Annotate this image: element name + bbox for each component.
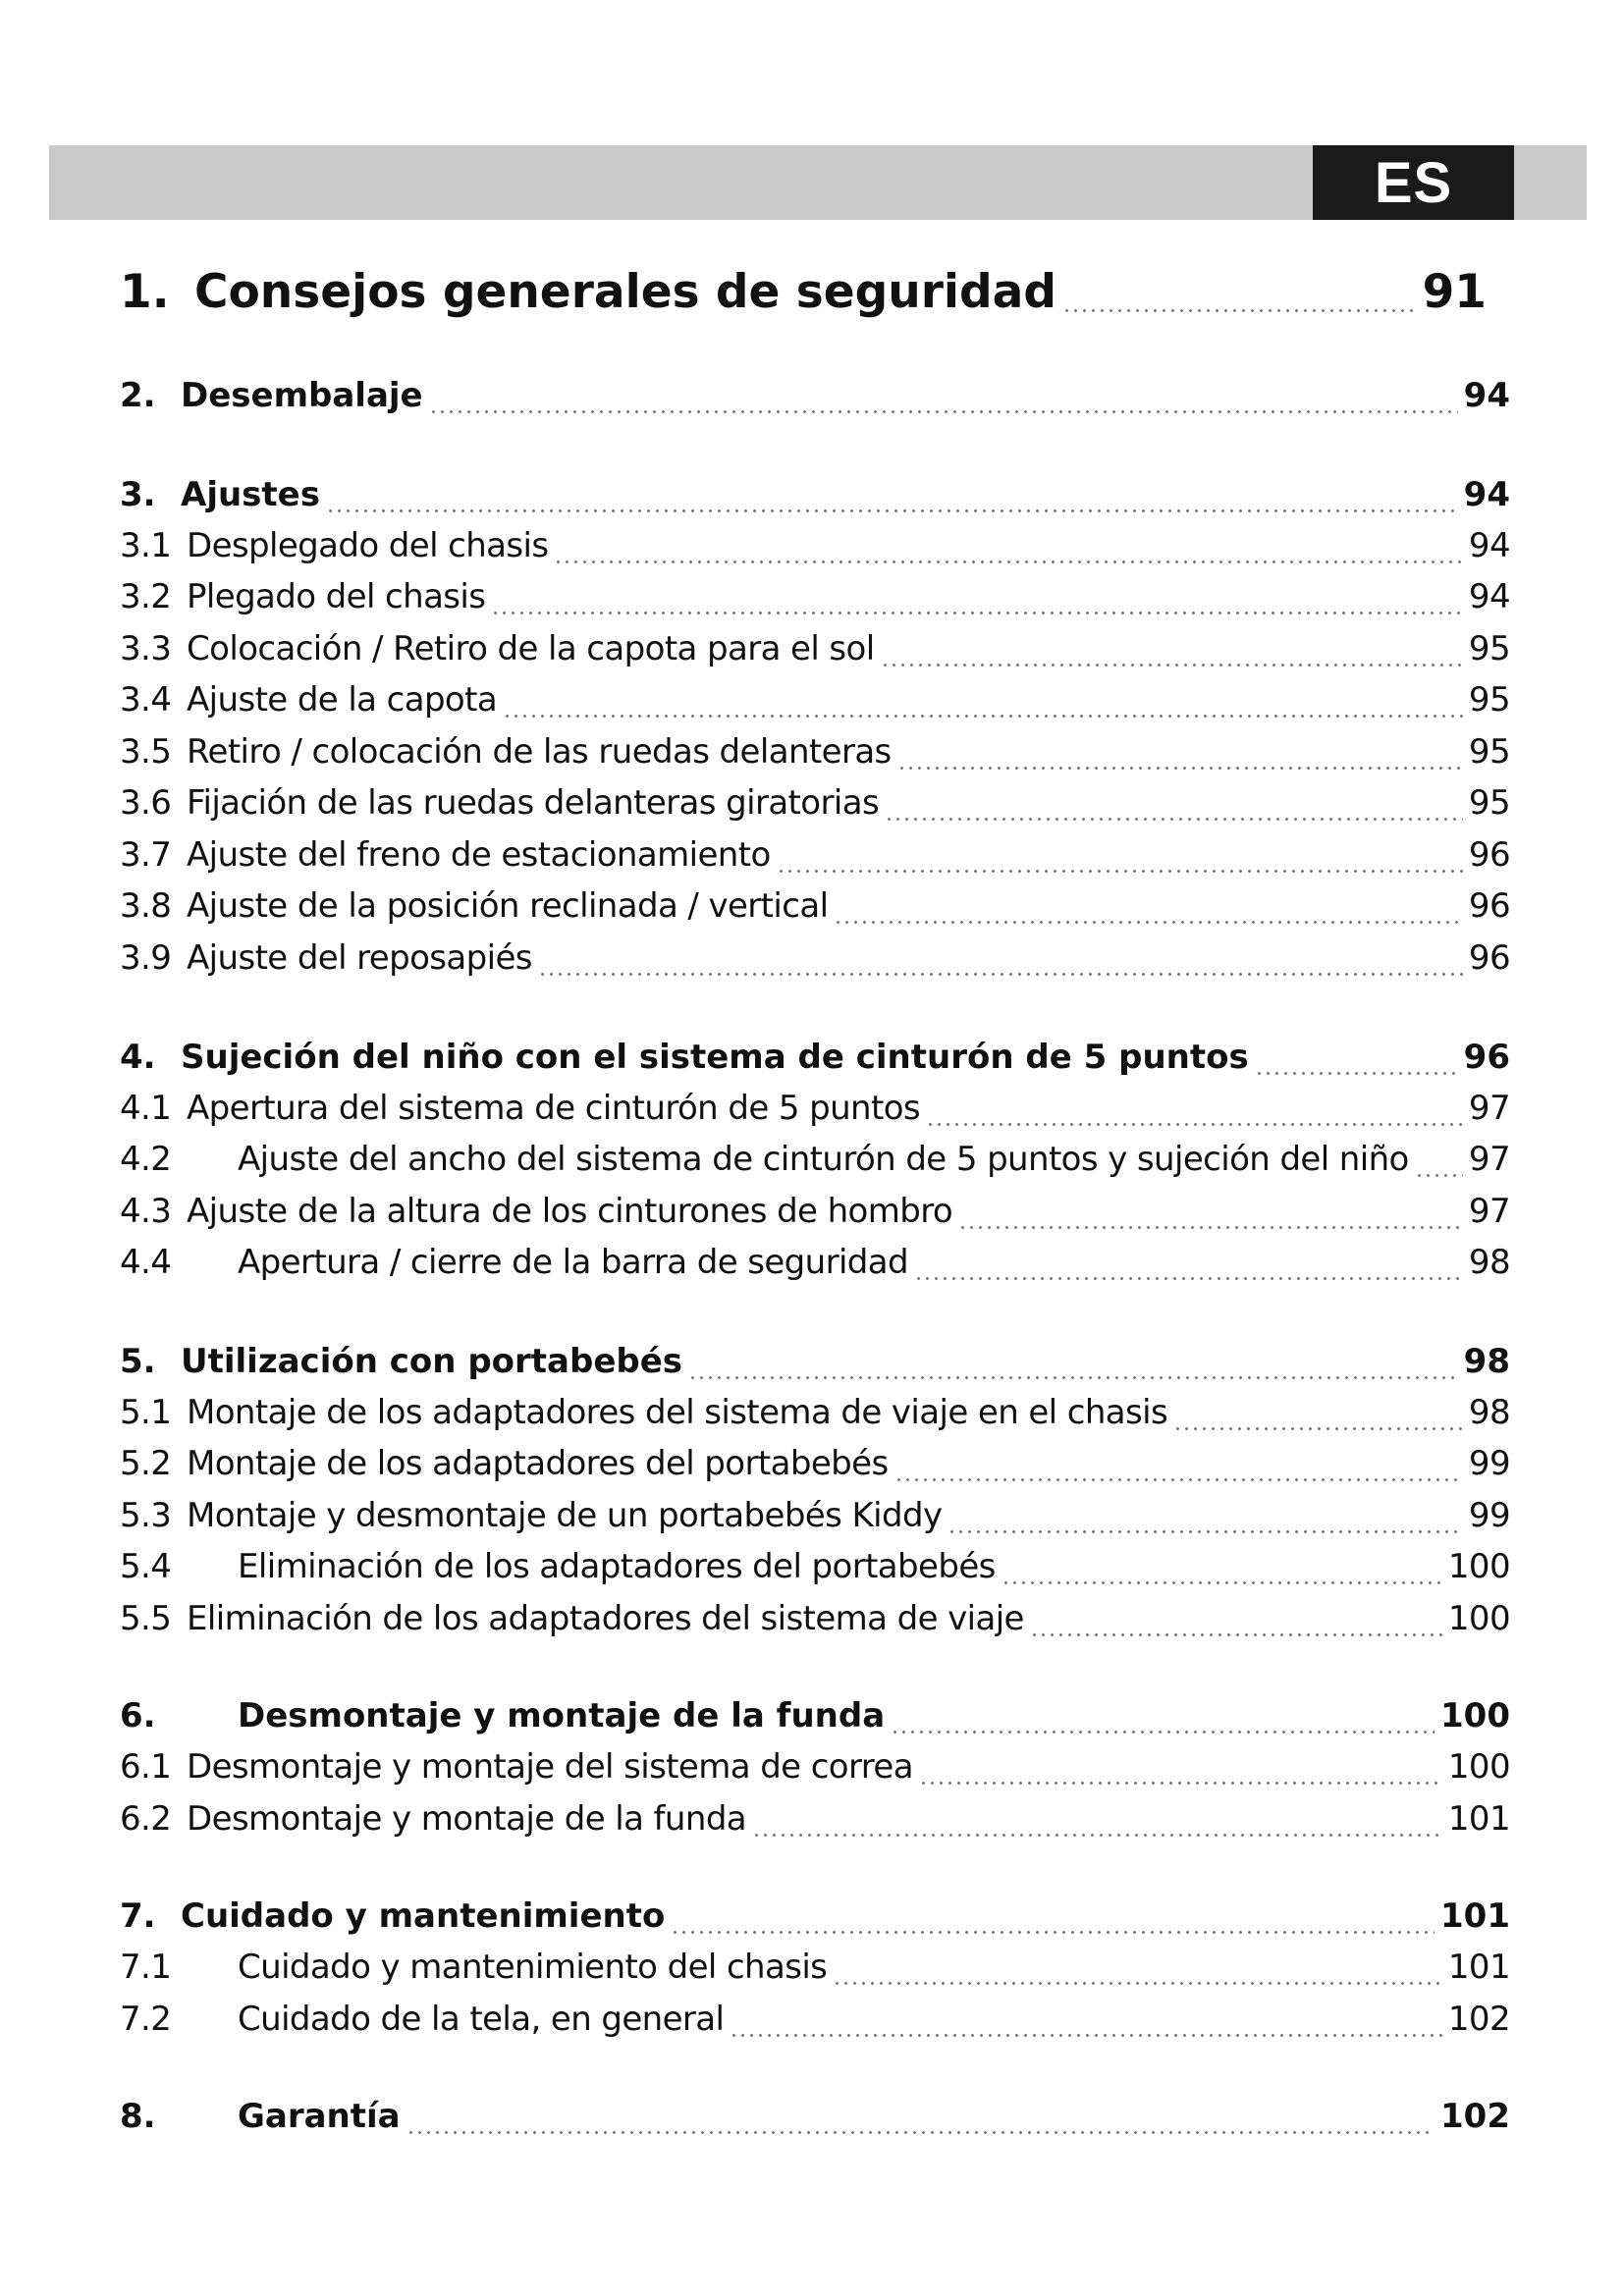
toc-title: Plegado del chasis: [187, 577, 486, 616]
toc-entry-7[interactable]: [120, 1891, 1510, 1942]
toc-page: 96: [1468, 938, 1510, 978]
toc-entry-3-3[interactable]: [120, 623, 1510, 674]
toc-entry-5-4[interactable]: [120, 1541, 1510, 1592]
toc-page: 94: [1463, 376, 1510, 415]
toc-title: Montaje de los adaptadores del portabebés: [187, 1444, 889, 1483]
toc-entry-7-2[interactable]: [120, 1994, 1510, 2045]
toc-leader: [894, 1438, 1463, 1489]
toc-page: 97: [1468, 1140, 1510, 1179]
toc-title: Desembalaje: [181, 376, 423, 415]
toc-page: 98: [1468, 1243, 1510, 1282]
toc-leader: [885, 777, 1463, 828]
toc-page: 99: [1468, 1444, 1510, 1483]
toc-number: 7.1: [120, 1948, 172, 1987]
toc-number: 5.: [120, 1342, 156, 1381]
toc-number: 3.2: [120, 577, 172, 616]
toc-leader: [730, 1994, 1442, 2045]
toc-page: 95: [1468, 783, 1510, 823]
toc-number: 3.: [120, 475, 156, 514]
toc-leader: [406, 2091, 1435, 2142]
toc-entry-5-3[interactable]: [120, 1490, 1510, 1541]
toc-page: 98: [1463, 1342, 1510, 1381]
toc-number: 4.1: [120, 1089, 172, 1128]
toc-number: 3.6: [120, 783, 172, 823]
toc-page: 100: [1447, 1547, 1510, 1586]
toc-title: Retiro / colocación de las ruedas delanteras: [187, 732, 892, 772]
toc-leader: [554, 520, 1462, 571]
toc-number: 5.2: [120, 1444, 172, 1483]
toc-entry-3-1[interactable]: [120, 520, 1510, 571]
toc-page: 102: [1440, 2097, 1510, 2136]
toc-page: 100: [1447, 1599, 1510, 1638]
toc-title: Cuidado de la tela, en general: [238, 2000, 725, 2039]
toc-page: 94: [1468, 577, 1510, 616]
toc-leader: [891, 1690, 1435, 1741]
toc-page: 101: [1440, 1896, 1510, 1936]
toc-number: 2.: [120, 376, 156, 415]
toc-leader: [752, 1793, 1442, 1844]
toc-leader: [777, 829, 1463, 881]
toc-leader: [326, 469, 1458, 520]
toc-entry-3-7[interactable]: [120, 829, 1510, 881]
toc-entry-1[interactable]: [120, 257, 1487, 326]
toc-page: 98: [1468, 1393, 1510, 1432]
toc-entry-3-8[interactable]: [120, 881, 1510, 932]
toc-page: 94: [1463, 475, 1510, 514]
toc-entry-3-9[interactable]: [120, 933, 1510, 984]
toc-leader: [881, 623, 1463, 674]
toc-number: 3.4: [120, 680, 172, 720]
toc-leader: [1001, 1541, 1442, 1592]
toc-number: 3.1: [120, 526, 172, 565]
toc-leader: [958, 1186, 1463, 1237]
toc-number: 4.4: [120, 1243, 172, 1282]
toc-entry-5-5[interactable]: [120, 1593, 1510, 1644]
toc-number: 4.2: [120, 1140, 172, 1179]
toc-title: Apertura / cierre de la barra de seguridad: [238, 1243, 909, 1282]
toc-leader: [926, 1083, 1463, 1134]
toc-leader: [914, 1237, 1463, 1288]
toc-page: 96: [1463, 1038, 1510, 1077]
toc-page: 96: [1468, 835, 1510, 875]
toc-leader: [947, 1490, 1462, 1541]
toc-number: 5.3: [120, 1496, 172, 1535]
toc-entry-4-3[interactable]: [120, 1186, 1510, 1237]
toc-title: Eliminación de los adaptadores del sistema de viaje: [187, 1599, 1024, 1638]
toc-entry-3-6[interactable]: [120, 777, 1510, 828]
toc-number: 5.4: [120, 1547, 172, 1586]
toc-number: 3.7: [120, 835, 172, 875]
toc-leader: [429, 370, 1458, 421]
toc-leader: [1415, 1134, 1463, 1185]
toc-entry-5[interactable]: [120, 1336, 1510, 1387]
toc-title: Desmontaje y montaje de la funda: [238, 1696, 886, 1735]
toc-title: Ajustes: [181, 475, 320, 514]
toc-title: Ajuste del reposapiés: [187, 938, 532, 978]
toc-number: 5.1: [120, 1393, 172, 1432]
toc-number: 7.2: [120, 2000, 172, 2039]
toc-page: 91: [1422, 264, 1487, 319]
toc-leader: [1255, 1032, 1458, 1083]
toc-number: 7.: [120, 1896, 156, 1936]
toc-entry-4-1[interactable]: [120, 1083, 1510, 1134]
toc-title: Colocación / Retiro de la capota para el sol: [187, 629, 875, 668]
language-badge: ES: [1313, 145, 1514, 220]
toc-number: 1.: [120, 264, 170, 319]
toc-number: 5.5: [120, 1599, 172, 1638]
toc-entry-3-2[interactable]: [120, 571, 1510, 622]
toc-title: Consejos generales de seguridad: [194, 264, 1057, 319]
toc-title: Cuidado y mantenimiento: [181, 1896, 666, 1936]
toc-leader: [919, 1741, 1442, 1792]
toc-entry-4-2[interactable]: [120, 1134, 1510, 1185]
toc-entry-8[interactable]: [120, 2091, 1510, 2142]
toc-leader: [688, 1336, 1458, 1387]
toc-title: Ajuste de la posición reclinada / vertical: [187, 886, 829, 926]
toc-title: Desplegado del chasis: [187, 526, 549, 565]
toc-number: 6.2: [120, 1799, 172, 1839]
toc-entry-6[interactable]: [120, 1690, 1510, 1741]
toc-title: Ajuste de la capota: [187, 680, 498, 720]
toc-leader: [1173, 1387, 1463, 1438]
toc-leader: [1030, 1593, 1442, 1644]
toc-leader: [834, 881, 1462, 932]
toc-page: 97: [1468, 1089, 1510, 1128]
toc-title: Cuidado y mantenimiento del chasis: [238, 1948, 828, 1987]
toc-page: 94: [1468, 526, 1510, 565]
toc-number: 4.3: [120, 1192, 172, 1231]
toc-title: Fijación de las ruedas delanteras giratorias: [187, 783, 880, 823]
toc-entry-3-4[interactable]: [120, 674, 1510, 725]
toc-title: Sujeción del niño con el sistema de cinturón de 5 puntos: [181, 1038, 1249, 1077]
toc-number: 3.3: [120, 629, 172, 668]
toc-title: Ajuste del ancho del sistema de cinturón de 5 puntos y sujeción del niño: [238, 1140, 1409, 1179]
toc-entry-2[interactable]: [120, 370, 1510, 421]
toc-entry-5-1[interactable]: [120, 1387, 1510, 1438]
toc-number: 4.: [120, 1038, 156, 1077]
toc-leader: [503, 674, 1463, 725]
toc-leader: [1062, 257, 1417, 326]
toc-title: Eliminación de los adaptadores del portabebés: [238, 1547, 996, 1586]
toc-leader: [897, 726, 1463, 777]
toc-page: 99: [1468, 1496, 1510, 1535]
toc-page: 102: [1447, 2000, 1510, 2039]
toc-leader: [833, 1942, 1442, 1993]
toc-title: Desmontaje y montaje del sistema de correa: [187, 1747, 913, 1787]
toc-entry-4[interactable]: [120, 1032, 1510, 1083]
toc-leader: [671, 1891, 1435, 1942]
toc-page: 95: [1468, 629, 1510, 668]
toc-entry-6-2[interactable]: [120, 1793, 1510, 1844]
toc-page: 95: [1468, 732, 1510, 772]
toc-number: 8.: [120, 2097, 156, 2136]
toc-number: 3.9: [120, 938, 172, 978]
toc-leader: [491, 571, 1463, 622]
toc-number: 6.: [120, 1696, 156, 1735]
toc-number: 3.5: [120, 732, 172, 772]
toc-page: 100: [1447, 1747, 1510, 1787]
toc-title: Apertura del sistema de cinturón de 5 puntos: [187, 1089, 921, 1128]
toc-entry-4-4[interactable]: [120, 1237, 1510, 1288]
toc-page: 97: [1468, 1192, 1510, 1231]
toc-page: 95: [1468, 680, 1510, 720]
toc-page: 101: [1447, 1799, 1510, 1839]
toc-entry-3-5[interactable]: [120, 726, 1510, 777]
toc-title: Ajuste del freno de estacionamiento: [187, 835, 771, 875]
toc-title: Ajuste de la altura de los cinturones de hombro: [187, 1192, 953, 1231]
toc-title: Garantía: [238, 2097, 401, 2136]
toc-title: Utilización con portabebés: [181, 1342, 683, 1381]
toc-title: Montaje de los adaptadores del sistema de viaje en el chasis: [187, 1393, 1168, 1432]
toc-page: 100: [1440, 1696, 1510, 1735]
toc-title: Montaje y desmontaje de un portabebés Kiddy: [187, 1496, 943, 1535]
toc-entry-7-1[interactable]: [120, 1942, 1510, 1993]
toc-entry-5-2[interactable]: [120, 1438, 1510, 1489]
toc-leader: [538, 933, 1463, 984]
toc-page: 101: [1447, 1948, 1510, 1987]
toc-page: 96: [1468, 886, 1510, 926]
toc-entry-6-1[interactable]: [120, 1741, 1510, 1792]
toc-entry-3[interactable]: [120, 469, 1510, 520]
toc-number: 6.1: [120, 1747, 172, 1787]
toc-title: Desmontaje y montaje de la funda: [187, 1799, 747, 1839]
toc-number: 3.8: [120, 886, 172, 926]
